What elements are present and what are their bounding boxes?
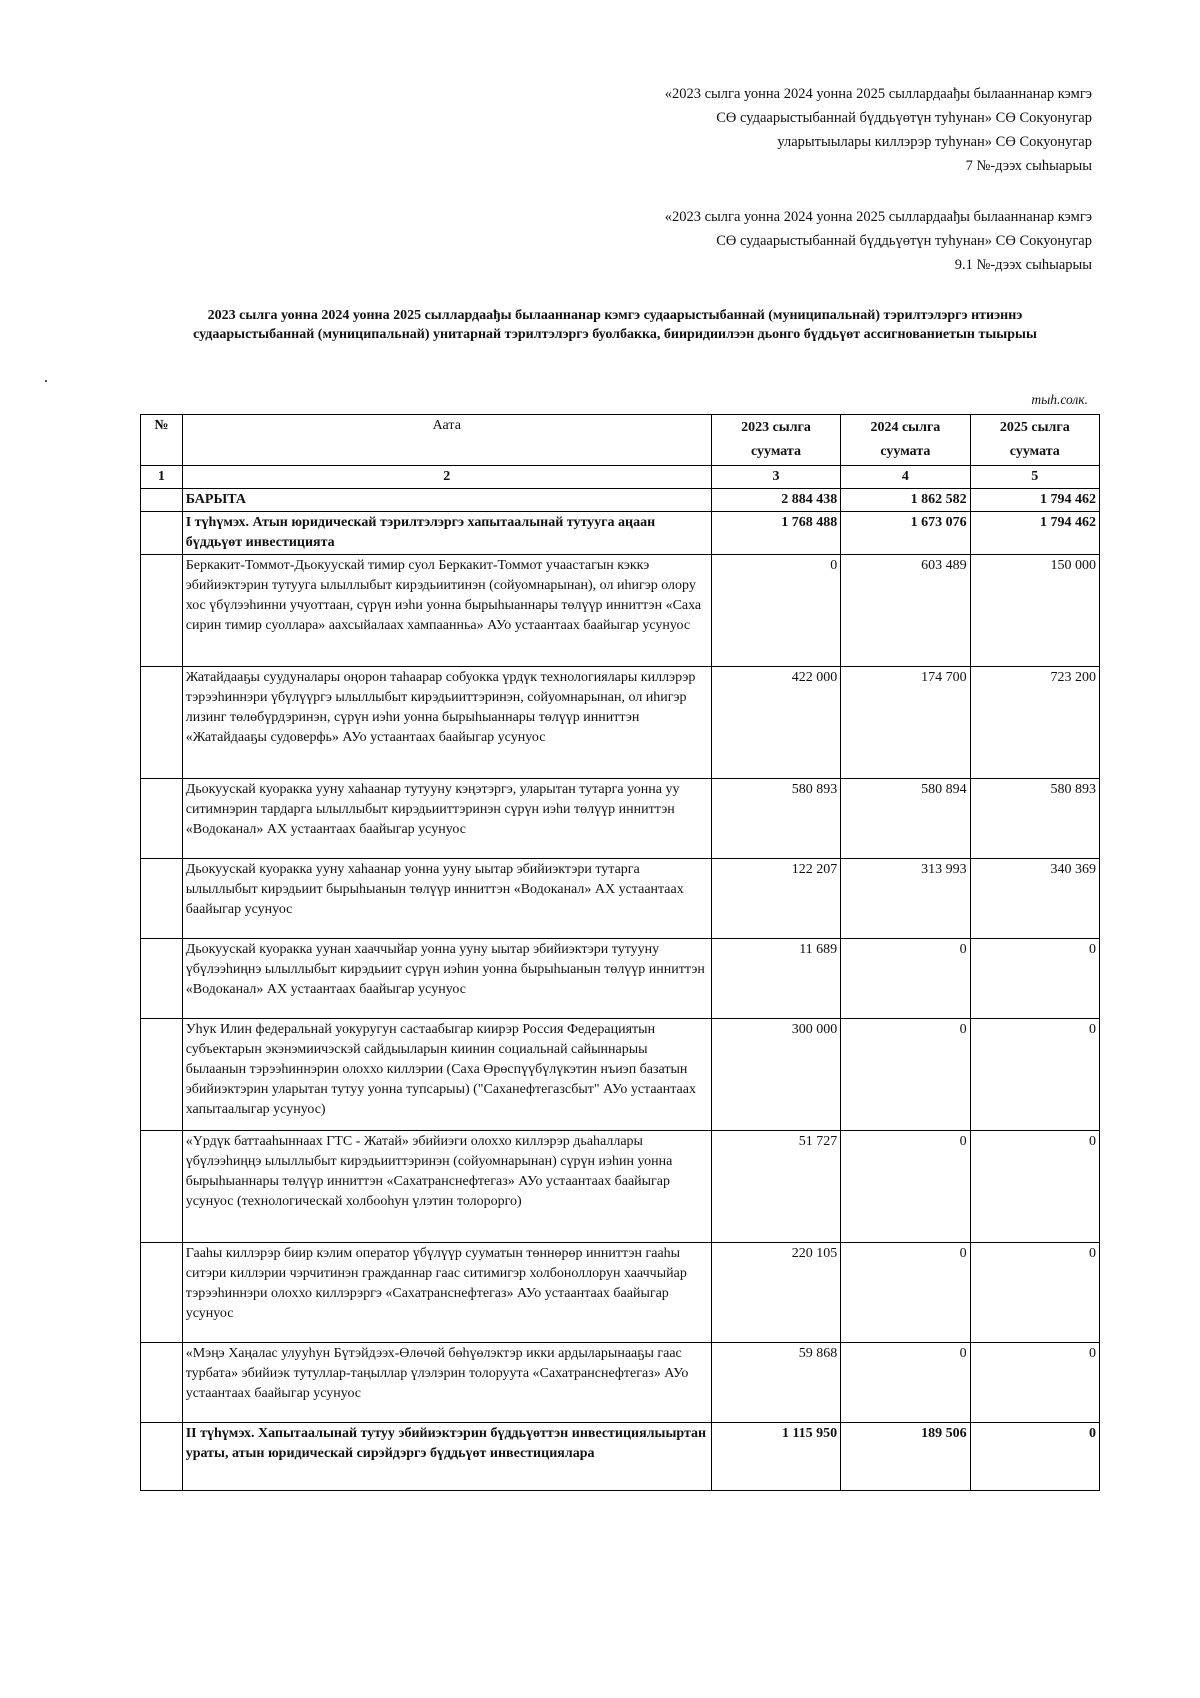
header-2023: 2023 сылга суумата (711, 415, 840, 466)
row-number-cell (141, 1019, 183, 1131)
row-number-cell (141, 859, 183, 939)
row-number-cell (141, 1343, 183, 1423)
row-number-cell (141, 667, 183, 779)
value-2025-cell: 0 (970, 1423, 1099, 1491)
header-line: «2023 сылга уонна 2024 уонна 2025 сыллардаађы былааннанар кэмгэ (664, 86, 1092, 102)
row-number-cell (141, 555, 183, 667)
value-2024-cell: 174 700 (841, 667, 970, 779)
row-number-cell (141, 489, 183, 512)
header-name: Аата (182, 415, 711, 466)
value-2025-cell: 0 (970, 1131, 1099, 1243)
value-2025-cell: 0 (970, 1019, 1099, 1131)
value-2023-cell: 300 000 (711, 1019, 840, 1131)
table-row (141, 779, 1100, 859)
row-name-cell: Дьокуускай куоракка уунан хааччыйар уонна ууну ыытар эбийиэктэри тутууну үбүлээһиңнэ ылыллыбыт кирэдьиит сүрүн иэһин уонна бырыһыанын төлүүр инниттэн «Водоканал» АХ устаантаах баайыгар усунуос (182, 939, 711, 1019)
value-2025-cell: 723 200 (970, 667, 1099, 779)
header-line: 9.1 №-дээх сыһыарыы (954, 257, 1092, 273)
row-name-cell: Дьокуускай куоракка ууну хаһаанар тутууну кэңэтэргэ, уларытан тутарга уонна уу ситимнэрин тардарга ылыллыбыт кирэдьииттэринэн сүрүн иэһи төлүүр инниттэн «Водоканал» АХ устаантаах баайыгар усунуос (182, 779, 711, 859)
value-2023-cell: 0 (711, 555, 840, 667)
budget-table (140, 414, 1100, 1491)
table-row (141, 1243, 1100, 1343)
table-header-row (141, 415, 1100, 466)
table-row (141, 1343, 1100, 1423)
value-2025-cell: 340 369 (970, 859, 1099, 939)
row-name-cell: Беркакит-Томмот-Дьокуускай тимир суол Беркакит-Томмот учаастагын кэккэ эбийиэктэрин тутууга ылыллыбыт кирэдьиитинэн (сойуомнарынан), ол иһигэр олору хос үбүлээһинни учуоттаан, сүрүн иэһи уонна бырыһыаннары төлүүр инниттэн «Саха сирин тимир суоллара» аахсыйалаах хампаанньа» АУо устаантаах баайыгар усунуос (182, 555, 711, 667)
value-2023-cell: 580 893 (711, 779, 840, 859)
table-row (141, 859, 1100, 939)
table-row (141, 555, 1100, 667)
value-2024-cell: 313 993 (841, 859, 970, 939)
value-2024-cell: 0 (841, 1343, 970, 1423)
document-title: 2023 сылга уонна 2024 уонна 2025 сыллардаађы былааннанар кэмгэ судаарыстыбаннай (муниципальнай) тэрилтэлэргэ нтиэннэ судаарыстыбаннай (муниципальнай) унитарнай тэрилтэлэргэ буолбакка, бииридиилээн дьонго бүддьүөт ассигнованиетын тыырыы (193, 308, 1037, 342)
row-name-cell: «Мэңэ Хаңалас улууһун Бүтэйдээх-Өлөчөй бөһүөлэктэр икки ардыларынааҕы гаас турбата» эбийиэк тутуллар-таңыллар үлэлэрин толоруута «Сахатранснефтегаз» АУо устаантаах баайыгар усунуос (182, 1343, 711, 1423)
value-2024-cell: 0 (841, 939, 970, 1019)
table-row (141, 512, 1100, 555)
value-2025-cell: 1 794 462 (970, 489, 1099, 512)
row-name-cell: Жатайдааҕы суудуналары оңорон таһаарар собуокка үрдүк технологиялары киллэрэр тэрээһиннэри үбүлүүргэ ылыллыбыт кирэдьииттэринэн, сойуомнарынан, ол иһигэр лизинг төлөбүрдэринэн, сүрүн иэһи уонна бырыһыаннары төлүүр инниттэн «Жатайдааҕы судоверфь» АУо устаантаах баайыгар усунуос (182, 667, 711, 779)
row-number-cell (141, 1131, 183, 1243)
row-name-cell: Гааһы киллэрэр биир кэлим оператор үбүлүүр сууматын төннөрөр инниттэн гааһы ситэри киллэрии чэрчитинэн гражданнар гаас ситимигэр холбоноллорун хааччыйар тэрээһиннэри олоххо киллэрэргэ «Сахатранснефтегаз» АУо устаантаах баайыгар усунуос (182, 1243, 711, 1343)
value-2023-cell: 11 689 (711, 939, 840, 1019)
scan-dot (45, 380, 47, 382)
row-number-cell (141, 779, 183, 859)
table-row (141, 489, 1100, 512)
table-body (141, 489, 1100, 1491)
header-no: № (141, 415, 183, 466)
value-2025-cell: 580 893 (970, 779, 1099, 859)
row-name-cell: БАРЫТА (182, 489, 711, 512)
header-line: «2023 сылга уонна 2024 уонна 2025 сыллардаађы былааннанар кэмгэ (664, 209, 1092, 225)
value-2025-cell: 1 794 462 (970, 512, 1099, 555)
table-row (141, 1019, 1100, 1131)
header-line: СӨ судаарыстыбаннай бүддьүөтүн туһунан» СӨ Сокуонугар (716, 233, 1092, 249)
value-2023-cell: 59 868 (711, 1343, 840, 1423)
header-block-1 (665, 82, 1092, 178)
col-number: 3 (711, 466, 840, 489)
value-2023-cell: 220 105 (711, 1243, 840, 1343)
col-number: 1 (141, 466, 183, 489)
value-2025-cell: 0 (970, 1343, 1099, 1423)
value-2024-cell: 1 673 076 (841, 512, 970, 555)
value-2024-cell: 189 506 (841, 1423, 970, 1491)
row-number-cell (141, 1423, 183, 1491)
row-name-cell: Дьокуускай куоракка ууну хаһаанар уонна ууну ыытар эбийиэктэри тутарга ылыллыбыт кирэдьиит бырыһыанын төлүүр инниттэн «Водоканал» АХ устаантаах баайыгар усунуос (182, 859, 711, 939)
units-label: тыһ.солк. (1031, 392, 1088, 407)
column-number-row (141, 466, 1100, 489)
col-number: 5 (970, 466, 1099, 489)
row-name-cell: Уһук Илин федеральнай уокуругун састаабыгар киирэр Россия Федерациятын субъектарын экэнэмиичэскэй сайдыыларын киинин социальнай сайыннарыы былаанын тэрээһиннэрин олоххо киллэрии (Саха Өрөспүүбүлүкэтин нъиэп базатын эбийиэктэрин уларытан тутуу уонна тупсарыы) ("Саханефтегазсбыт" АУо устаантаах хапытаалыгар усунуос) (182, 1019, 711, 1131)
value-2023-cell: 1 115 950 (711, 1423, 840, 1491)
row-number-cell (141, 1243, 183, 1343)
table-row (141, 1423, 1100, 1491)
value-2024-cell: 0 (841, 1131, 970, 1243)
value-2024-cell: 0 (841, 1019, 970, 1131)
value-2023-cell: 51 727 (711, 1131, 840, 1243)
header-2025: 2025 сылга суумата (970, 415, 1099, 466)
value-2023-cell: 2 884 438 (711, 489, 840, 512)
value-2025-cell: 0 (970, 1243, 1099, 1343)
col-number: 2 (182, 466, 711, 489)
header-block-2 (665, 205, 1092, 277)
header-line: СӨ судаарыстыбаннай бүддьүөтүн туһунан» СӨ Сокуонугар (716, 110, 1092, 126)
row-number-cell (141, 939, 183, 1019)
row-name-cell: I түһүмэх. Атын юридическай тэрилтэлэргэ хапытаалынай тутууга аңаан бүддьүөт инвестицията (182, 512, 711, 555)
table-row (141, 1131, 1100, 1243)
value-2024-cell: 580 894 (841, 779, 970, 859)
header-2024: 2024 сылга суумата (841, 415, 970, 466)
header-line: уларытыылары киллэрэр туһунан» СӨ Сокуонугар (777, 134, 1092, 150)
value-2024-cell: 1 862 582 (841, 489, 970, 512)
table-row (141, 667, 1100, 779)
value-2025-cell: 0 (970, 939, 1099, 1019)
header-line: 7 №-дээх сыһыарыы (965, 158, 1092, 174)
value-2024-cell: 0 (841, 1243, 970, 1343)
row-name-cell: II түһүмэх. Хапытаалынай тутуу эбийиэктэрин бүддьүөттэн инвестициялыыртан ураты, атын юридическай сирэйдэргэ бүддьүөт инвестициялара (182, 1423, 711, 1491)
value-2023-cell: 422 000 (711, 667, 840, 779)
value-2023-cell: 1 768 488 (711, 512, 840, 555)
value-2025-cell: 150 000 (970, 555, 1099, 667)
value-2024-cell: 603 489 (841, 555, 970, 667)
value-2023-cell: 122 207 (711, 859, 840, 939)
col-number: 4 (841, 466, 970, 489)
table-row (141, 939, 1100, 1019)
row-name-cell: «Үрдүк баттааһыннаах ГТС - Жатай» эбийиэги олоххо киллэрэр дьаһаллары үбүлээһиңңэ ылыллыбыт кирэдьииттэринэн (сойуомнарынан) сүрүн иэһин уонна бырыһыаннары төлүүр инниттэн «Сахатранснефтегаз» АУо устаантаах баайыгар усунуос (технологическай холбооһун үлэтин толорорго) (182, 1131, 711, 1243)
row-number-cell (141, 512, 183, 555)
